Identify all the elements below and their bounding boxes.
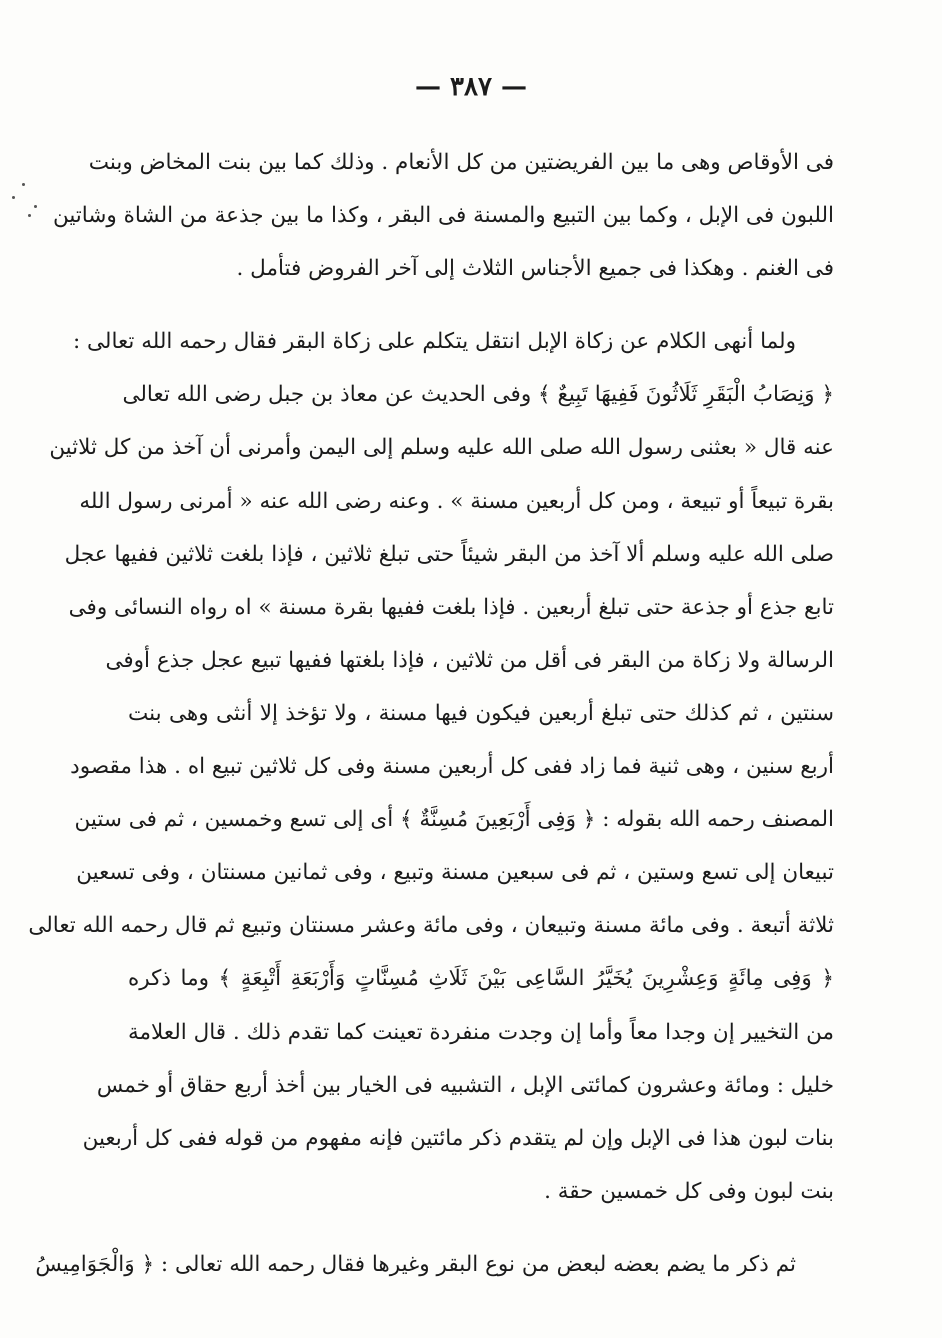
text-line: عنه قال « بعثنى رسول الله صلى الله عليه وسلم إلى اليمن وأمرنى أن آخذ من كل ثلاثين: [49, 435, 834, 461]
text-line: ﴿ وَفِى مِائَةٍ وَعِشْرِينَ يُخَيَّرُ السَّاعِى بَيْنَ ثَلَاثِ مُسِنَّاتٍ وَأَرْبَعَةِ أَتْبِعَةٍ ﴾ وما ذكره: [128, 966, 834, 992]
text-line: من التخيير إن وجدا معاً وأما إن وجدت منفردة تعينت كما تقدم ذلك . قال العلامة: [128, 1019, 834, 1045]
text-line: بنات لبون هذا فى الإبل وإن لم يتقدم ذكر مائتين فإنه مفهوم من قوله ففى كل أربعين: [82, 1125, 834, 1151]
text-line: فى الأوقاص وهى ما بين الفريضتين من كل الأنعام . وذلك كما بين بنت المخاض وبنت: [88, 150, 834, 175]
text-line: ثلاثة أتبعة . وفى مائة مسنة وتبيعان ، وفى مائة وعشر مسنتان وتبيع ثم قال رحمه الله تعالى: [28, 913, 834, 939]
text-line: أربع سنين ، وهى ثنية فما زاد ففى كل أربعين مسنة وفى كل ثلاثين تبيع اه . هذا مقصود: [70, 754, 834, 780]
text-line: تابع جذع أو جذعة حتى تبلغ أربعين . فإذا بلغت ففيها بقرة مسنة » اه رواه النسائى وفى: [68, 594, 834, 620]
text-line: بقرة تبيعاً أو تبيعة ، ومن كل أربعين مسنة » . وعنه رضى الله عنه « أمرنى رسول الله: [79, 488, 834, 514]
text-line: تبيعان إلى تسع وستين ، ثم فى سبعين مسنة وتبيع ، وفى ثمانين مسنتان ، وفى تسعين: [76, 860, 834, 886]
text-line: اللبون فى الإبل ، وكما بين التبيع والمسنة فى البقر ، وكذا ما بين جذعة من الشاة وشاتين: [52, 203, 834, 229]
scan-speck: [28, 214, 31, 217]
scan-speck: [22, 183, 25, 186]
text-line: المصنف رحمه الله بقوله : ﴿ وَفِى أَرْبَعِينَ مُسِنَّةٌ ﴾ أى إلى تسع وخمسين ، ثم فى ستين: [74, 807, 834, 833]
text-line: سنتين ، ثم كذلك حتى تبلغ أربعين فيكون فيها مسنة ، ولا تؤخذ إلا أنثى وهى بنت: [128, 700, 834, 726]
text-line: ثم ذكر ما يضم بعضه لبعض من نوع البقر وغيرها فقال رحمه الله تعالى : ﴿ وَالْجَوَامِيسُ: [35, 1251, 796, 1277]
scan-speck: [34, 205, 37, 208]
text-line: فى الغنم . وهكذا فى جميع الأجناس الثلاث إلى آخر الفروض فتأمل .: [236, 256, 834, 282]
text-line: خليل : ومائة وعشرون كمائتى الإبل ، التشبيه فى الخيار بين أخذ أربع حقاق أو خمس: [96, 1072, 834, 1098]
text-line: صلى الله عليه وسلم ألا آخذ من البقر شيئاً حتى تبلغ ثلاثين ، فإذا بلغت ثلاثين ففيها عجل: [64, 541, 834, 567]
scan-speck: [12, 196, 15, 199]
text-line: ولما أنهى الكلام عن زكاة الإبل انتقل يتكلم على زكاة البقر فقال رحمه الله تعالى :: [72, 329, 796, 355]
text-line: الرسالة ولا زكاة من البقر فى أقل من ثلاثين ، فإذا بلغتها ففيها تبيع عجل جذع أوفى: [105, 647, 834, 673]
text-line: ﴿ وَنِصَابُ الْبَقَرِ ثَلَاثُونَ فَفِيهَا تَبِيعٌ ﴾ وفى الحديث عن معاذ بن جبل رضى الله تعالى: [122, 382, 834, 408]
text-line: بنت لبون وفى كل خمسين حقة .: [544, 1178, 834, 1204]
paragraph-gap: [128, 295, 834, 315]
paragraph-gap: [128, 1218, 834, 1238]
body-text: [28, 136, 834, 1291]
page-number: — ٣٨٧ —: [414, 72, 528, 102]
